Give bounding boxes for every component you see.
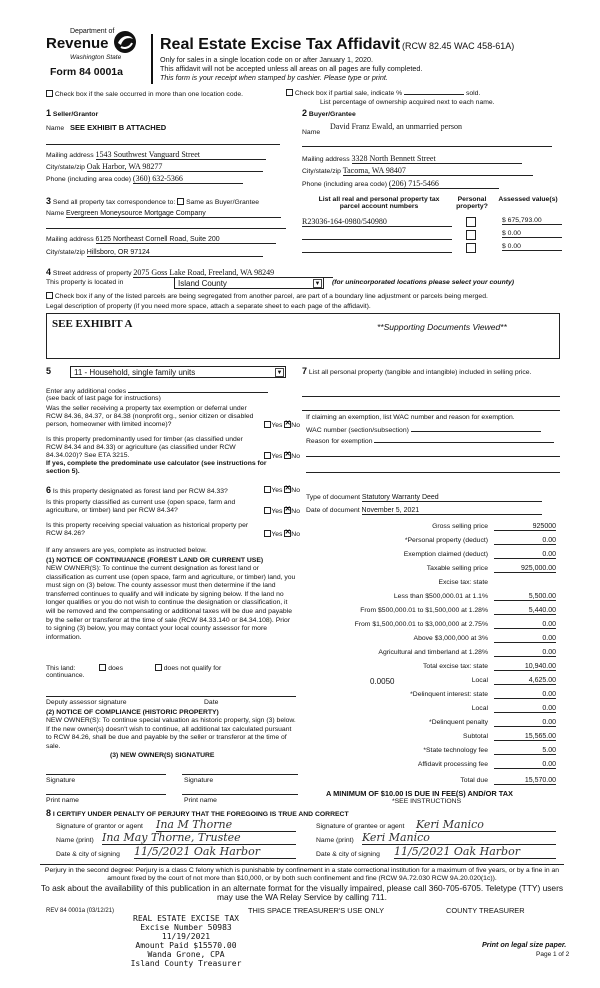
no-label: No — [291, 531, 300, 538]
form-sub-3: This form is your receipt when stamped by cashier. Please type or print. — [160, 73, 388, 82]
calc-label: Total excise tax: state — [423, 663, 488, 670]
parcel-row — [302, 243, 564, 256]
calc-label: *Personal property (deduct) — [404, 537, 488, 544]
signature-label: Signature — [184, 777, 214, 784]
calc-value[interactable]: 4,625.00 — [494, 677, 556, 685]
calc-exemption — [300, 551, 558, 562]
calc-local — [300, 677, 558, 688]
buyer-num: 2 — [302, 108, 308, 118]
does-label: does — [108, 665, 123, 672]
owner-print-line[interactable] — [46, 794, 166, 795]
partial-sale-check[interactable] — [286, 88, 480, 97]
form-sub-1: Only for sales in a single location code on or after January 1, 2020. — [160, 55, 373, 64]
calc-tier-2 — [300, 607, 558, 618]
section7-num: 7 — [302, 366, 308, 376]
no-checkbox[interactable] — [284, 452, 291, 459]
calc-interest-state — [300, 691, 558, 702]
calc-tech-fee — [300, 747, 558, 758]
yes-label: Yes — [271, 508, 283, 515]
county-value: Island County — [178, 279, 227, 288]
form-sub-2: This affidavit will not be accepted unless all areas on all pages are fully completed. — [160, 64, 423, 73]
grantee-date-label: Date & city of signing — [316, 851, 380, 858]
corr-name-line2 — [46, 228, 286, 229]
yes-checkbox[interactable] — [264, 486, 271, 493]
seller-name-label: Name — [46, 125, 65, 132]
buyer-phone-row — [302, 179, 499, 189]
buyer-name-line2 — [302, 146, 552, 147]
street-value[interactable]: 2075 Goss Lake Road, Freeland, WA 98249 — [133, 268, 333, 278]
segregated-label: Check box if any of the listed parcels are being segregated from another parcel, are part of a boundary line adjustment or parcels being merged. — [54, 293, 488, 300]
calc-tier-1 — [300, 593, 558, 604]
no-checkbox[interactable] — [284, 530, 291, 537]
calc-tier-3 — [300, 621, 558, 632]
s5-q2 — [46, 436, 300, 476]
yes-label: Yes — [271, 531, 283, 538]
buyer-city-value[interactable]: Tacoma, WA 98407 — [343, 166, 533, 176]
calc-value[interactable]: 0.00 — [494, 691, 556, 699]
calc-value[interactable]: 10,940.00 — [494, 663, 556, 671]
codes-instructions: (see back of last page for instructions) — [46, 395, 161, 402]
calc-label: Local — [471, 705, 488, 712]
correspondence-section — [46, 196, 296, 262]
buyer-city-label: City/state/zip — [302, 168, 341, 175]
reason-row — [306, 436, 554, 445]
rev-number: REV 84 0001a (03/12/21) — [46, 908, 115, 914]
s6-q1 — [46, 485, 300, 495]
treasurer-stamp — [124, 914, 248, 968]
buyer-heading-label: Buyer/Grantee — [308, 111, 356, 118]
calc-label: Affidavit processing fee — [417, 761, 488, 768]
stamp-line: Amount Paid $15570.00 — [135, 941, 237, 950]
calc-label: Total due — [460, 777, 488, 784]
seller-num: 1 — [46, 108, 52, 118]
grantor-signature[interactable]: Ina M Thorne — [156, 818, 296, 832]
calc-label: From $500,000.01 to $1,500,000 at 1.28% — [360, 607, 488, 614]
corr-num: 3 — [46, 196, 52, 206]
personal-property-line[interactable] — [302, 396, 560, 397]
s6-q3-answer — [264, 530, 300, 538]
corr-name-row — [46, 210, 281, 218]
new-owner-sig-title: (3) NEW OWNER(S) SIGNATURE — [110, 752, 215, 759]
s6-note: If any answers are yes, complete as instructed below. — [46, 547, 207, 554]
personal-col-header: Personal property? — [456, 196, 488, 210]
doc-type-label: Type of document — [306, 494, 361, 501]
grantor-name-value[interactable]: Ina May Thorne, Trustee — [102, 831, 296, 845]
calc-value[interactable]: 5,440.00 — [494, 607, 556, 615]
property-num: 4 — [46, 267, 52, 277]
form-statute: (RCW 82.45 WAC 458-61A) — [402, 41, 515, 51]
certify-text: I CERTIFY UNDER PENALTY OF PERJURY THAT THE FOREGOING IS TRUE AND CORRECT — [52, 811, 349, 818]
codes-label: Enter any additional codes — [46, 388, 127, 395]
calc-value[interactable]: 0.00 — [494, 537, 556, 545]
calc-excise-state — [300, 579, 558, 590]
yes-checkbox[interactable] — [264, 421, 271, 428]
seller-name-row — [46, 123, 166, 132]
corr-name-value[interactable]: Evergreen Moneysource Mortgage Company — [66, 210, 281, 218]
yes-label: Yes — [271, 487, 283, 494]
parcel-number[interactable]: R23036-164-0980/540980 — [302, 217, 452, 227]
assessed-value[interactable]: $ 675,793.00 — [502, 217, 562, 225]
section7-text: List all personal property (tangible and intangible) included in selling price. — [308, 369, 532, 376]
grantee-signature[interactable]: Keri Manico — [416, 818, 556, 832]
certify-row — [46, 808, 349, 818]
calc-taxable — [300, 565, 558, 576]
street-label: Street address of property — [52, 270, 132, 277]
calc-label: *Delinquent penalty — [429, 719, 488, 726]
sold-label: sold. — [465, 90, 481, 97]
calc-personal — [300, 537, 558, 548]
calc-label: Subtotal — [463, 733, 488, 740]
continuance-body: NEW OWNER(S): To continue the current designation as forest land or classification as current use (open space, farm and agriculture, or timber) land, you must sign on (3) below. The county assessor must then determine if the land transferred continues to qualify and will indicate by signing below. If the land no longer qualifies or you do not wish to continue the designation or classification, it will be removed and the compensating or additional taxes will be due and payable by the seller or transferor at the time of sale (RCW 84.33.140 or 84.34.108). Prior to signing (3) below, you may contact your local county assessor for more information. — [46, 565, 296, 641]
codes-field[interactable] — [128, 386, 268, 393]
seller-heading — [46, 108, 98, 118]
multi-location-checkbox[interactable] — [46, 90, 53, 97]
section8-num: 8 — [46, 808, 52, 818]
corr-mailing-label: Mailing address — [46, 236, 94, 243]
perjury-text: Perjury in the second degree: Perjury is a class C felony which is punishable by confinement in a state correctional institution for a maximum of five years, or by a fine in an amount fixed by the court of not more than $10,000, or by both such confinement and fine (RCW 9A.72.030 RCW 9A.20.020(1c)). — [44, 867, 560, 882]
calc-interest-local — [300, 705, 558, 716]
wac-row — [306, 425, 541, 434]
buyer-city-row — [302, 166, 533, 176]
calc-value[interactable]: 0.00 — [494, 649, 556, 657]
corr-mailing-value[interactable]: 6125 Northeast Cornell Road, Suite 200 — [96, 236, 276, 244]
wac-label: WAC number (section/subsection) — [306, 427, 409, 434]
buyer-phone-label: Phone (including area code) — [302, 181, 388, 188]
corr-city-value[interactable]: Hillsboro, OR 97124 — [87, 249, 263, 257]
chevron-down-icon[interactable]: ▼ — [276, 370, 283, 376]
parcel-row — [302, 230, 564, 243]
form-title: Real Estate Excise Tax Affidavit — [160, 36, 401, 53]
form-title-block — [160, 36, 580, 82]
s6-q3-text: Is this property receiving special valuation as historical property per RCW 84.26? — [46, 522, 249, 537]
section6-num: 6 — [46, 485, 52, 495]
grantor-name-label: Name (print) — [56, 837, 94, 844]
seller-heading-label: Seller/Grantor — [52, 111, 99, 118]
doc-date-value[interactable]: November 5, 2021 — [362, 507, 542, 515]
calc-value[interactable]: 0.00 — [494, 719, 556, 727]
minimum-due-note: A MINIMUM OF $10.00 IS DUE IN FEE(S) AND/OR TAX — [326, 789, 513, 798]
owner-print-line[interactable] — [182, 794, 298, 795]
historic-title: (2) NOTICE OF COMPLIANCE (HISTORIC PROPERTY) — [46, 709, 219, 716]
dor-swirl-icon — [112, 29, 138, 57]
no-checkbox[interactable] — [284, 421, 291, 428]
grantor-date-value[interactable]: 11/5/2021 Oak Harbor — [134, 845, 296, 859]
personal-property-checkbox[interactable] — [466, 217, 476, 227]
seller-city-row — [46, 162, 263, 172]
no-label: No — [291, 508, 300, 515]
partial-pct-field[interactable] — [404, 88, 464, 95]
seller-city-label: City/state/zip — [46, 164, 85, 171]
assessed-col-header: Assessed value(s) — [498, 196, 558, 203]
doc-type-row — [306, 494, 542, 502]
calc-tier-4 — [300, 635, 558, 646]
calc-value[interactable]: 0.00 — [494, 761, 556, 769]
multi-location-check[interactable] — [46, 90, 243, 98]
corr-mailing-row — [46, 236, 276, 244]
calc-tier-5 — [300, 649, 558, 660]
buyer-mailing-row — [302, 154, 522, 164]
buyer-name-label: Name — [302, 129, 321, 136]
historic-body: NEW OWNER(S): To continue special valuation as historic property, sign (3) below. If the new owner(s) doesn't wish to continue, all additional tax calculated pursuant to RCW 84.26, shall be due and payable by the seller or transferor at the time of sale. — [46, 717, 296, 750]
calc-value[interactable]: 15,570.00 — [494, 777, 556, 785]
grantor-date-label: Date & city of signing — [56, 851, 120, 858]
segregated-checkbox[interactable] — [46, 292, 53, 299]
header-divider — [151, 34, 153, 84]
deputy-sig-line[interactable] — [46, 696, 296, 697]
list-pct-note: List percentage of ownership acquired next to each name. — [320, 99, 495, 106]
calc-label: Above $3,000,000 at 3% — [413, 635, 488, 642]
reason-label: Reason for exemption — [306, 438, 373, 445]
county-treasurer-label: COUNTY TREASURER — [446, 906, 525, 915]
s6-q2-text: Is this property classified as current use (open space, farm and agriculture, or timber) land per RCW 84.34? — [46, 499, 236, 514]
calc-gross — [300, 523, 558, 534]
calc-label: *Delinquent interest: state — [410, 691, 488, 698]
seller-mailing-value[interactable]: 1543 Southwest Vanguard Street — [96, 150, 266, 160]
s6-q2-answer — [264, 507, 300, 515]
calc-value[interactable]: 15,565.00 — [494, 733, 556, 741]
buyer-heading — [302, 108, 356, 118]
calc-affidavit-fee — [300, 761, 558, 772]
deputy-sig-label: Deputy assessor signature — [46, 699, 127, 706]
s5-q2-text: Is this property predominantly used for timber (as classified under RCW 84.34 and 84.33) or agriculture (as classified under RCW 84.34.020)? See ETA 3215. — [46, 436, 243, 459]
reason-field[interactable] — [374, 436, 554, 443]
legal-paper-note: Print on legal size paper. — [482, 940, 567, 949]
chevron-down-icon[interactable]: ▼ — [314, 281, 321, 287]
accessibility-note: To ask about the availability of this publication in an alternate format for the visually impaired, please call 360-705-6705. Teletype (TTY) users may use the WA Relay Service by calling 711. — [40, 883, 564, 902]
calc-label: Gross selling price — [432, 523, 488, 530]
s5-q1-answer — [264, 421, 300, 429]
grantee-sig-label: Signature of grantee or agent — [316, 823, 405, 830]
s5-q1 — [46, 405, 300, 429]
calc-label: Exemption claimed (deduct) — [403, 551, 488, 558]
print-name-label: Print name — [184, 797, 217, 804]
calc-total-due — [300, 777, 558, 788]
unincorp-note: (for unincorporated locations please select your county) — [332, 279, 515, 286]
calc-label: *State technology fee — [423, 747, 488, 754]
located-label: This property is located in — [46, 279, 124, 286]
assessed-value[interactable]: $ 0.00 — [502, 243, 562, 251]
s5-q2-answer — [264, 452, 300, 460]
exemption-label: If claiming an exemption, list WAC number and reason for exemption. — [306, 414, 515, 421]
does-not-checkbox[interactable] — [155, 664, 162, 671]
continuance-title: (1) NOTICE OF CONTINUANCE (FOREST LAND OR CURRENT USE) — [46, 557, 264, 564]
same-as-buyer-checkbox[interactable] — [177, 198, 184, 205]
dor-logo — [46, 28, 144, 86]
treasurer-only-label: THIS SPACE TREASURER'S USE ONLY — [248, 906, 385, 915]
calc-label: Taxable selling price — [426, 565, 488, 572]
seller-phone-row — [46, 174, 243, 184]
calc-label: Local — [471, 677, 488, 684]
s6-q1-answer — [264, 486, 300, 494]
calc-value[interactable]: 0.00 — [494, 635, 556, 643]
owner-sig-line[interactable] — [46, 774, 166, 775]
continuance-label: continuance. — [46, 672, 85, 679]
grantor-sig-label: Signature of grantor or agent — [56, 823, 143, 830]
calc-value[interactable]: 925000 — [494, 523, 556, 531]
buyer-name-row — [302, 122, 552, 136]
calc-value[interactable]: 0.00 — [494, 705, 556, 713]
owner-sig-line[interactable] — [182, 774, 298, 775]
land-use-value: 11 - Household, single family units — [74, 368, 196, 377]
parcel-col-header: List all real and personal property tax parcel account numbers — [318, 196, 440, 210]
same-as-buyer-label: Same as Buyer/Grantee — [186, 199, 260, 206]
corr-heading-label: Send all property tax correspondence to: — [52, 199, 176, 206]
calc-value[interactable]: 5.00 — [494, 747, 556, 755]
corr-heading — [46, 196, 259, 206]
legal-desc-label: Legal description of property (if you need more space, attach a separate sheet to each page of the affidavit). — [46, 303, 371, 310]
yes-label: Yes — [271, 453, 283, 460]
grantee-date-value[interactable]: 11/5/2021 Oak Harbor — [394, 845, 556, 859]
grantee-name-value[interactable]: Keri Manico — [362, 831, 556, 845]
does-checkbox[interactable] — [99, 664, 106, 671]
page-number: Page 1 of 2 — [536, 951, 570, 958]
yes-checkbox[interactable] — [264, 452, 271, 459]
stamp-line: 11/19/2021 — [161, 932, 211, 941]
dept-line-2: Revenue — [46, 35, 109, 52]
grantee-name-label: Name (print) — [316, 837, 354, 844]
yes-checkbox[interactable] — [264, 530, 271, 537]
land-use-select[interactable] — [70, 366, 286, 378]
doc-type-value[interactable]: Statutory Warranty Deed — [362, 494, 542, 502]
stamp-line: Excise Number 50983 — [140, 923, 232, 932]
stamp-line: Island County Treasurer — [130, 959, 242, 968]
parcel-table — [302, 196, 564, 262]
calc-label: Less than $500,000.01 at 1.1% — [393, 593, 488, 600]
stamp-line: REAL ESTATE EXCISE TAX — [133, 914, 239, 923]
calc-value[interactable]: 925,000.00 — [494, 565, 556, 573]
parcel-row — [302, 217, 564, 230]
buyer-section — [302, 108, 562, 190]
signature-label: Signature — [46, 777, 76, 784]
doc-date-label: Date of document — [306, 507, 360, 514]
deputy-date-label: Date — [204, 699, 219, 706]
section5-num: 5 — [46, 366, 52, 376]
s6-q3 — [46, 522, 300, 538]
section7 — [302, 366, 562, 377]
reason-line[interactable] — [306, 456, 560, 457]
calc-label: Agricultural and timberland at 1.28% — [378, 649, 488, 656]
partial-sale-checkbox[interactable] — [286, 89, 293, 96]
stamp-line: Wanda Grone, CPA — [147, 950, 225, 959]
multi-location-label: Check box if the sale occurred in more than one location code. — [54, 91, 244, 98]
seller-mailing-row — [46, 150, 280, 160]
legal-desc-value: SEE EXHIBIT A — [52, 318, 133, 330]
corr-city-label: City/state/zip — [46, 249, 85, 256]
dept-line-1: Department of — [70, 28, 115, 35]
calc-value[interactable]: 0.00 — [494, 551, 556, 559]
seller-mailing-label: Mailing address — [46, 152, 94, 159]
buyer-phone-value[interactable]: (206) 715-5466 — [389, 179, 499, 189]
print-name-label: Print name — [46, 797, 79, 804]
form-number: Form 84 0001a — [50, 66, 123, 78]
see-instructions: *SEE INSTRUCTIONS — [392, 798, 462, 805]
calc-subtotal — [300, 733, 558, 744]
local-rate: 0.0050 — [370, 677, 395, 686]
supporting-docs-note: **Supporting Documents Viewed** — [377, 322, 507, 332]
wac-field[interactable] — [411, 425, 541, 432]
no-label: No — [291, 422, 300, 429]
s6-q1-text: Is this property designated as forest land per RCW 84.33? — [52, 488, 228, 495]
legal-desc-box[interactable] — [46, 313, 560, 359]
seller-name-line2 — [46, 144, 280, 145]
parcel-number[interactable] — [302, 230, 452, 240]
partial-sale-label: Check box if partial sale, indicate % — [294, 90, 403, 97]
calc-penalty — [300, 719, 558, 730]
additional-codes-row — [46, 386, 268, 395]
s5-q1-text: Was the seller receiving a property tax exemption or deferral under RCW 84.36, 84.37, or 84.38 (nonprofit org., senior citizen or disabled person, homeowner with limited income)? — [46, 405, 254, 428]
this-land-label: This land: — [46, 665, 76, 672]
seller-city-value[interactable]: Oak Harbor, WA 98277 — [87, 162, 263, 172]
seller-name-value[interactable]: SEE EXHIBIT B ATTACHED — [70, 123, 167, 132]
yes-label: Yes — [271, 422, 283, 429]
assessed-value[interactable]: $ 0.00 — [502, 230, 562, 238]
no-label: No — [291, 453, 300, 460]
perjury-note — [40, 864, 564, 883]
calc-label: Excise tax: state — [438, 579, 488, 586]
doc-date-row — [306, 507, 542, 515]
does-not-label: does not qualify for — [163, 665, 222, 672]
calc-value[interactable]: 5,500.00 — [494, 593, 556, 601]
this-land-row — [46, 664, 296, 679]
buyer-name-value[interactable]: David Franz Ewald, an unmarried person — [330, 122, 462, 131]
segregated-check[interactable] — [46, 292, 488, 300]
calc-label: From $1,500,000.01 to $3,000,000 at 2.75% — [354, 621, 488, 628]
no-checkbox[interactable] — [284, 507, 291, 514]
yes-checkbox[interactable] — [264, 507, 271, 514]
corr-city-row — [46, 249, 263, 257]
no-label: No — [291, 487, 300, 494]
corr-name-label: Name — [46, 210, 65, 217]
personal-property-line[interactable] — [302, 410, 560, 411]
property-county-row — [46, 279, 566, 291]
reason-line[interactable] — [306, 472, 560, 473]
calc-value[interactable]: 0.00 — [494, 621, 556, 629]
buyer-mailing-label: Mailing address — [302, 156, 350, 163]
parcel-number[interactable] — [302, 243, 452, 253]
s6-q2 — [46, 499, 300, 515]
county-select[interactable] — [174, 277, 324, 289]
dept-line-3: Washington State — [70, 54, 122, 61]
personal-property-checkbox[interactable] — [466, 230, 476, 240]
seller-phone-label: Phone (including area code) — [46, 176, 132, 183]
seller-section — [46, 108, 286, 186]
personal-property-checkbox[interactable] — [466, 243, 476, 253]
s5-q2b-text: If yes, complete the predominate use calculator (see instructions for section 5). — [46, 460, 267, 475]
buyer-mailing-value[interactable]: 3328 North Bennett Street — [352, 154, 522, 164]
no-checkbox[interactable] — [284, 486, 291, 493]
seller-phone-value[interactable]: (360) 632-5366 — [133, 174, 243, 184]
calc-total-state — [300, 663, 558, 674]
